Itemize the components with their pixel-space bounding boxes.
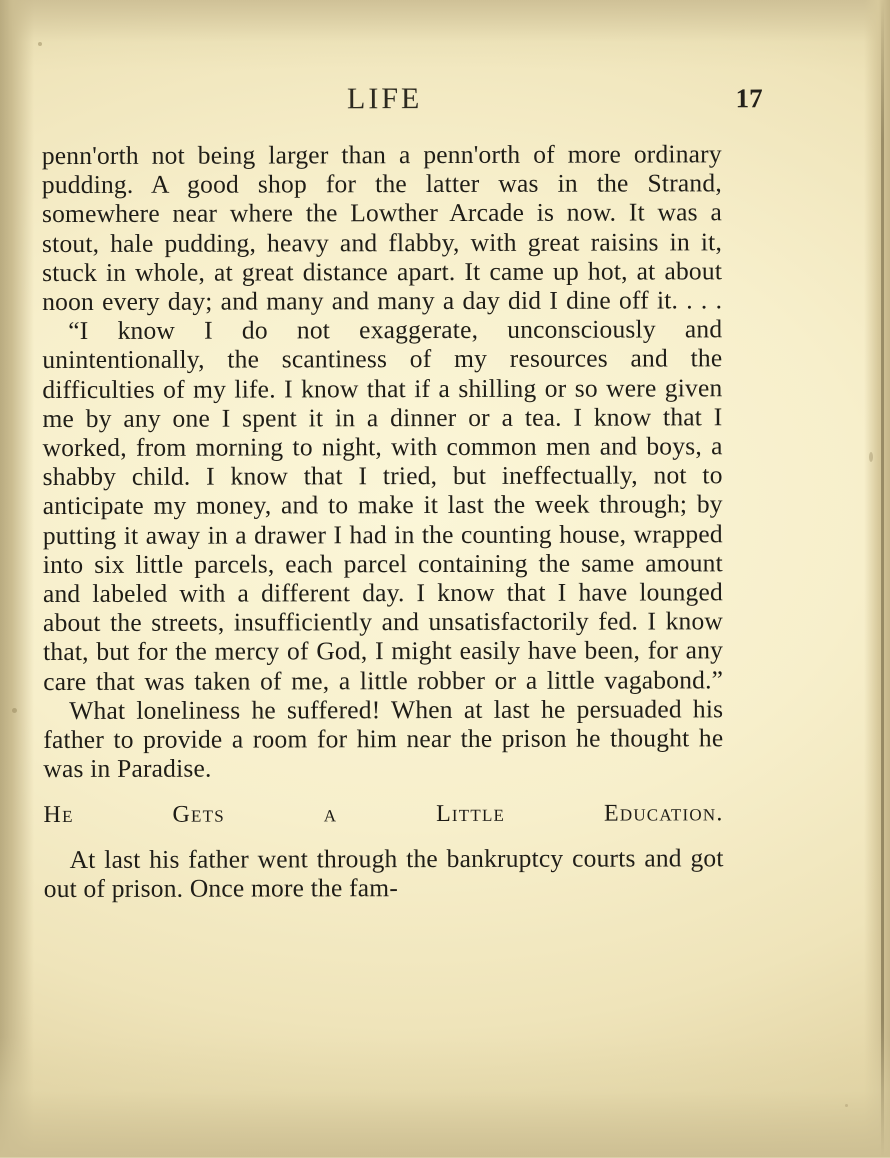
body-text-block [42, 139, 724, 903]
page-header [45, 81, 763, 127]
paragraph: “I know I do not exaggerate, unconsciously and unintentionally, the scantiness of my resources and the difficulties of my life. I know that if a shilling or so were given me by any one I spent it in a dinner or a tea. I know that I worked, from morning to night, with common men and boys, a shabby child. I know that I tried, but ineffectually, not to anticipate my money, and to make it last the week through; by putting it away in a drawer I had in the counting house, wrapped into six little parcels, each parcel containing the same amount and labeled with a different day. I know that I have lounged about the streets, insufficiently and unsatisfactorily fed. I know that, but for the mercy of God, I might easily have been, for any care that was taken of me, a little robber or a little vagabond.” [42, 314, 724, 696]
paragraph: penn'orth not being larger than a penn'orth of more ordinary pudding. A good shop for the latter was in the Strand, somewhere near where the Lowther Arcade is now. It was a stout, hale pudding, heavy and flabby, with great raisins in it, stuck in whole, at great distance apart. It came up hot, at about noon every day; and many and many a day did I dine off it. . . . [41, 139, 723, 317]
section-subheading: He Gets a Little Education. [43, 800, 724, 829]
page-number: 17 [735, 83, 763, 114]
paragraph: At last his father went through the bankruptcy courts and got out of prison. Once more the fam- [43, 842, 724, 903]
running-head: LIFE [346, 82, 423, 116]
paragraph: What loneliness he suffered! When at last he persuaded his father to provide a room for him near the prison he thought he was in Paradise. [43, 694, 724, 784]
